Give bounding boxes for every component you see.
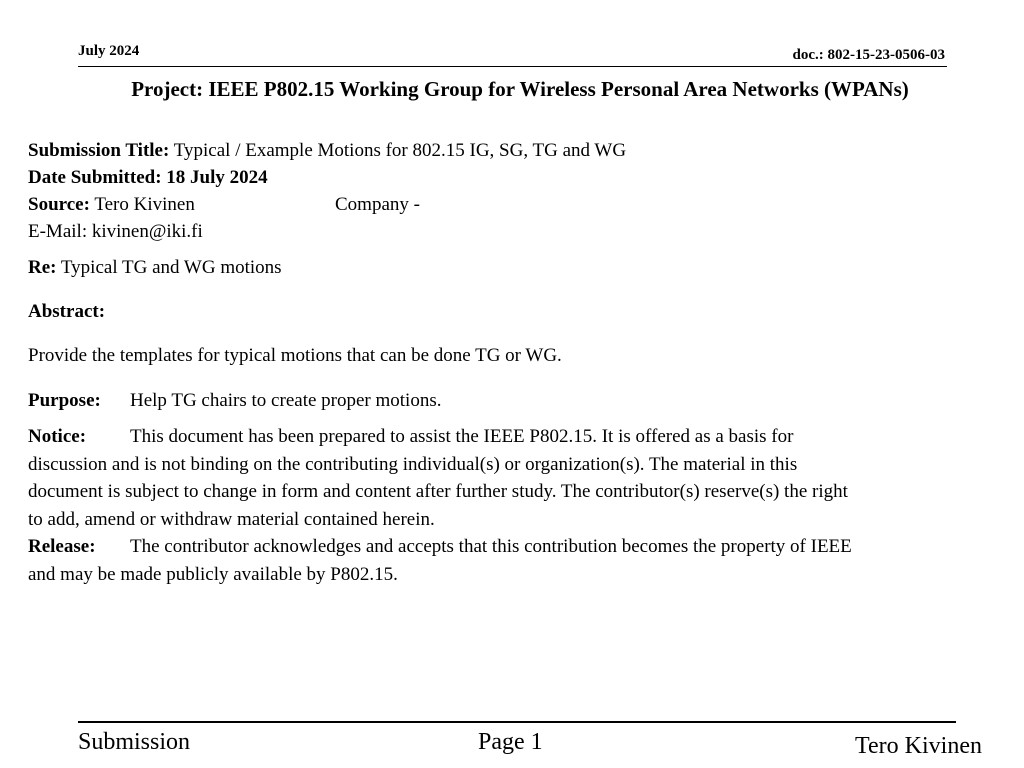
date-submitted: Date Submitted: 18 July 2024	[28, 167, 268, 188]
purpose-text: Help TG chairs to create proper motions.	[130, 390, 442, 411]
purpose	[28, 387, 442, 414]
abstract-text: Provide the templates for typical motions that can be done TG or WG.	[28, 345, 562, 366]
release-line: and may be made publicly available by P802.15.	[28, 563, 398, 585]
header-doc-id: doc.: 802-15-23-0506-03	[792, 47, 945, 63]
notice-line: document is subject to change in form and content after further study. The contributor(s) reserve(s) the right	[28, 481, 848, 502]
release-label: Release:	[28, 536, 96, 557]
notice-row	[28, 423, 1018, 451]
release-row	[28, 533, 1018, 561]
footer-divider	[78, 721, 956, 723]
notice-release-block	[28, 423, 1018, 588]
notice-label: Notice:	[28, 426, 87, 447]
notice-line: to add, amend or withdraw material contained herein.	[28, 508, 435, 530]
source-label: Source:	[28, 194, 90, 215]
notice-line: discussion and is not binding on the contributing individual(s) or organization(s). The material in this	[28, 453, 798, 475]
header-divider	[78, 66, 947, 67]
re-line	[28, 254, 282, 281]
header-date: July 2024	[78, 43, 140, 59]
re-value: Typical TG and WG motions	[60, 257, 282, 278]
notice-line: This document has been prepared to assist the IEEE P802.15. It is offered as a basis for	[130, 426, 794, 447]
re-label: Re:	[28, 257, 57, 278]
submission-title-label: Submission Title:	[28, 140, 170, 161]
footer-submission: Submission	[78, 729, 191, 755]
release-line: The contributor acknowledges and accepts that this contribution becomes the property of IEEE	[130, 536, 852, 557]
source	[28, 191, 195, 218]
abstract-label: Abstract:	[28, 301, 106, 322]
submission-title	[28, 137, 626, 164]
company: Company -	[335, 194, 420, 215]
source-value: Tero Kivinen	[94, 194, 195, 215]
submission-title-value: Typical / Example Motions for 802.15 IG, SG, TG and WG	[173, 140, 627, 161]
purpose-label: Purpose:	[28, 390, 101, 411]
footer-page-number: Page 1	[478, 729, 543, 755]
project-title: Project: IEEE P802.15 Working Group for Wireless Personal Area Networks (WPANs)	[131, 77, 909, 101]
footer-author: Tero Kivinen	[855, 733, 982, 759]
email: E-Mail: kivinen@iki.fi	[28, 221, 203, 242]
